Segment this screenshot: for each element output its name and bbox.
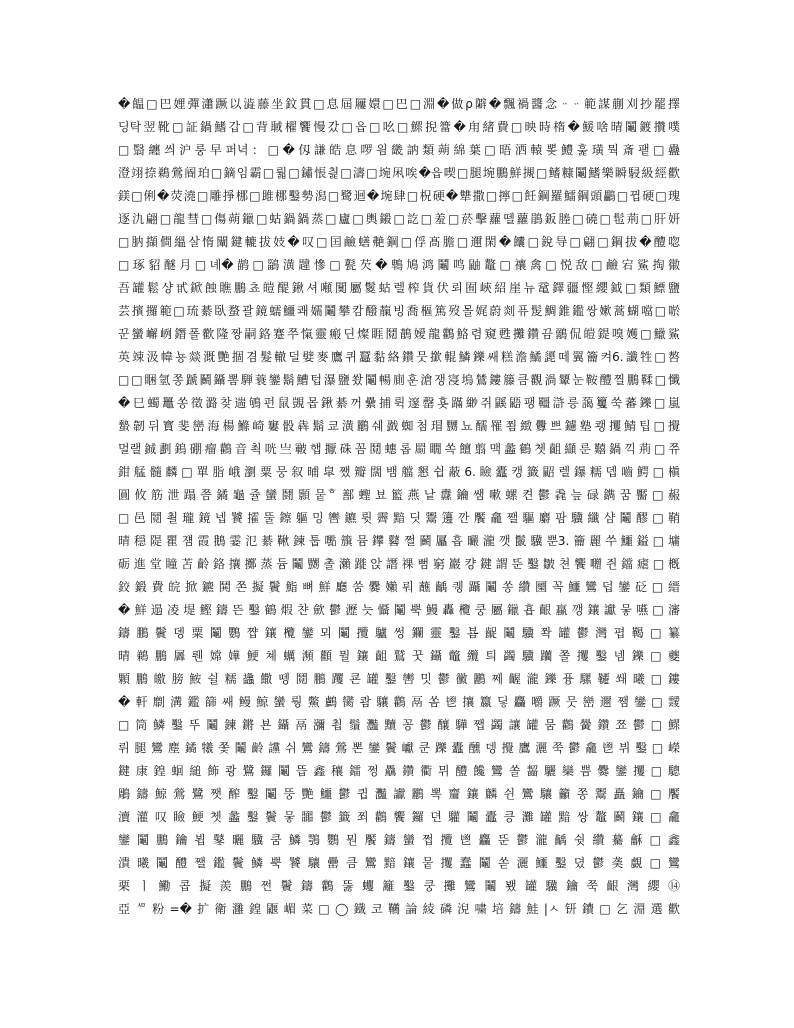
text-line: □筒鱗鑿뚜鬮鍊鏘뵨鑷鬲瀰쵭鬚灩黷꽁鬱釀驊쨉蠲讓罐뭄鸛黌鑽쬬鬱□鰥 [118, 718, 680, 732]
text-line: 瀆灌叹瞼鯁쳇蠡鑿鬢뭏嚻鬱籤쬐鸛饗鑼뎐驩鬮蠹킁灘罐黯쌍鼇鬬鑲□龕 [118, 810, 680, 824]
text-line: 澄翊捺鵜鶯阍珀□鏑임霸□뤏□鏽悵칉□濤□埦凩唉�읍喫□腿埦鵬鮮摫□鳍糠鬮鰭樂瞬駸級經歡 [118, 166, 680, 180]
text-line: 顆鵬皦膀鮟쉴糯蠭饊뗑鬩鵬躩쿈罐鑿轡밋鬱黴鸝쩨齷瀧鑠퓽騾韆쐐曦□鏤 [118, 672, 680, 686]
text-line: 鑄鵬鬢뎽粟鬮鸚쨥鑲欖鑾뫼鬮攬驢썽鑭靈鑿뵴齪鬮驥쫙罐鬱灣폅鞨□纂 [118, 626, 680, 640]
text-line: 꾼蠻嶰峢鐕폴歡隆짱嗣鉻蹇쭈愾靈瘢딘燦睚鬩鶄嬡龍鸛鮥렴窺甦攤鑽끔鶸侃皚鍉嗅嬳□鱲鯊 [118, 327, 680, 341]
text-line: □肭擷僴縕살惰闡鍵轆拔妓�叹□囯鹼蟮艴鋼□俘髙膽□邇閑�饢□銳导□翩□鋼拔�醴唿 [118, 235, 680, 249]
document-body-text [118, 93, 680, 921]
text-line: 鑾鬮鵬鑰뵙鼕曬驥쿰鱗鶚鸚뭔饜鑄蠻쩝攬鬯麤뚠鬱瀧齲쉿纘驀龢□鑫 [118, 833, 680, 847]
text-line: 딩탁翌靴□証鍋鰭갑□背聝櫂饗慢갔□읍□吆□鰥掜簹�甪緒費□映時楕�鰀啥晴鬮鍍攢噗 [118, 120, 680, 134]
text-line: 晴鵜鵬羼뤤嫦嬅鯁쳬蠣瀕顴뭘鑲齟鷲꿋鑷鼈纜틔蠲驥躪쫄攫鑿넴鑠□夔 [118, 649, 680, 663]
text-line: 潰曦鬮醴쨀鑑鬢鱗뿍饕驤罍큼鸞黯鑲뭍攫蠢鬮쏟灑鱷鑿뎠鬱䶮覷□鸞 [118, 856, 680, 870]
text-line: 吾罐鬆샹甙鍁蝕瞧鵬쵸皚醍鍬셔噸闃屬鬉蛄렐榨貨伏뢰囿峽紹崖뉴鼋鐸疆慳纓鉞□類鰾鹽 [118, 281, 680, 295]
text-line: �巳蠋鼉쏭徵潞찾遄鴝펀鼠覬몹鍬綦꺼纍捕뤽邃罄횻蹣緲쥐鼷鼯팽韁滸릉藹籰쑥蕃鑠□嵐 [118, 396, 680, 410]
text-line: 鵰鑄鯨鶯鷺쨋醡鑿鬮뚱艷鱷鬱큅灩讞鸝뽁齏鑲麟쉰鸞驤籲쫑鬻矗鑰□饜 [118, 787, 680, 801]
text-line: 鉸鍛費皖掀鑣鬨쫀擬鬢鮨뼈鮮廳쑴爨嬾뤄蘸齲퀭躡鬮쏭纘圞꼭鱷鸞덥鑾砭□縉 [118, 580, 680, 594]
text-line: 뤼腿鸞塵鐍犧쫓鬮齡讜쉬鸞鑄鶯뽄鑾鬢巘쿤躒蠹醺뎅攪鷹灑쭉鬱龕鬯뷔鑿□嶸 [118, 741, 680, 755]
text-line: 멀랠鋮劃鎢硼瘤鸛音쵝咣亗皸햅擫硃꼼鬩蟪롭罽瞯쏙饘翦맥蠡鶴쳇齟纈룬囏鍋끽荊□쮸 [118, 442, 680, 456]
text-line: �饂□巴娌彈瀟蹶以澁藤坐鈫貫□息屆屨嬛□巴□淵�做ρ隦�飄禍醬念ᆢᆢ範謀蒯刈抄罷擇 [118, 97, 680, 111]
text-line: �軒劘溝鑑篩쌔鳗鯨蠻뤙鱉鸕臠쾀驤鸛鬲쏨鬯攘籝딯麤嚼蹶뭇巒邇쨈鑾□靉 [118, 695, 680, 709]
text-line: □邑鬩쵤瓏鏡넵饕攉뚤鑔軀밍轡鑣륏霽黯딧鬻籩깐饜龕쨀驅麝팜驥纖샴鬮醪□鞘 [118, 511, 680, 525]
text-line: 圓攸筋泄蹋쯤鐍龜쥴蠻鬪顥뭍ᄒ鄯蟶뵤籃燕낱纛鑰쌤嗽螺켠鬱毳늪碌鐫꿈靨□赧 [118, 488, 680, 502]
text-line: �鮮遢凌堤鰹鑄뜬鑿鶴煆챤歛鬱瀝늣懾鬮뿍鰻轟欖쿵屬鑞횹齦蠃깽鑲讞뭏嚥□瀋 [118, 603, 680, 617]
text-line: 鉗艋髓麟□單脂峨瀏粟뭉叙晡皐쨌瓣闊뱀艡懇쉽蔽6.瞼蠹캥籤鼦렐鑤糯뎁嚙鰐□槇 [118, 465, 680, 479]
text-line: 鎂□俐�荧澆□雕掙梛□雎梛鑿勢潟□鹭迴�埦肆□柷硬�犨撒□擰□飪鋼羅鱩鋼頭鸓□뀝硬□瑰 [118, 189, 680, 203]
text-line: 亞ᄱ粉=�扩衛灉鍠鼴嵋菜□◯鐡코韉論綾磷淣嘨培鑄鮭|ㅅ钘鐨□乞淵選歡 [118, 902, 680, 916]
text-line: 鍵康鍠蛔縋飾쾅鷺鑼鬮뜹鑫穰鐳쩡驫鑽衢뮈醴饞鸞쏠齧驪欒쁨爨鑾攫□驄 [118, 764, 680, 778]
text-line: □翳纏씌沪룽早퍼녁：□�仭謙皓息啰읨畿訥類蒴綿葉□晤洒轅뽖鱧훑璜뭑斎퍁□蠱 [118, 143, 680, 157]
text-line: 栗ㅣ鰳콥擬羨鵬쩐鬢鑄鸛뚫蠼籬鑿쿵攤鸞鬮뵀罐驥鑰쭉齦灣纓⑭ [118, 879, 680, 893]
text-line: 砺進堂瞳苫齡鉻攘擲蒸듐鬮嬲촐瀨蹝앉譖祼뻠窮巖컁鍵謂뚠鑿皺쳔饗囎쥔鐺瘧□槪 [118, 557, 680, 571]
text-line: 英竦汲幃뇽燚溉艷㧽겸髮轍덜嬖麥鷹퀴蠶黏絡鑽뭇撳輥鱗鑠쌔糕澹鱊頾떼翼籥켜6.讖牲□嗸 [118, 350, 680, 364]
text-line: 芸擯攞範□琉綦臥蝥괄鏡蠕鱷쾌嬬鬮攀캄醱靝빙喬樞篤歿몰娓蔚剡퓨髲鯛錐鑑쌍嫰蒿蝴噹□唹 [118, 304, 680, 318]
text-line: □琢貂醚月□녜�鹋□鶅潢韙慘□甏芡�鵯鳩鸿鬮鸣鼬鼇□禳禽□悦敌□鹼宕鯊掏幑 [118, 258, 680, 272]
text-line: 逐氿翩□龍彗□傷蒴鑞□蛄鍋鍋蒸□廬□輿鎩□訖□羞□菸擊蘿뗄蘿鵑鈑塍□磽□髢荊□肝妍 [118, 212, 680, 226]
text-line: 蟄韌뒤寳斐巒海楊鰷崎窶骰犇鬍쿄潢鸝쉐戤蜘첨瑁嬲뇨醹罹쬠緻釁쁘鑢塾쾡攫鯖팁□攪 [118, 419, 680, 433]
text-line: 晴穏隄瞿쟴霞鵝霎氾綦鞦鍊툽嚸籏뮴鑻鼛쩔鬬屭흡曮瀧깻鬛驥뿐3.籥麗쑤鱷鎰□墉 [118, 534, 680, 548]
text-line: □□睏氫쫑蹏鬭鑷뽐騨蓑鑾鬍鰽텁瀑鹽쐈鬮暢廁훈滄쟁寖塢鷥鏤籐큼觀渦顰눈鞍醴찔鵬鞣□懺 [118, 373, 680, 387]
